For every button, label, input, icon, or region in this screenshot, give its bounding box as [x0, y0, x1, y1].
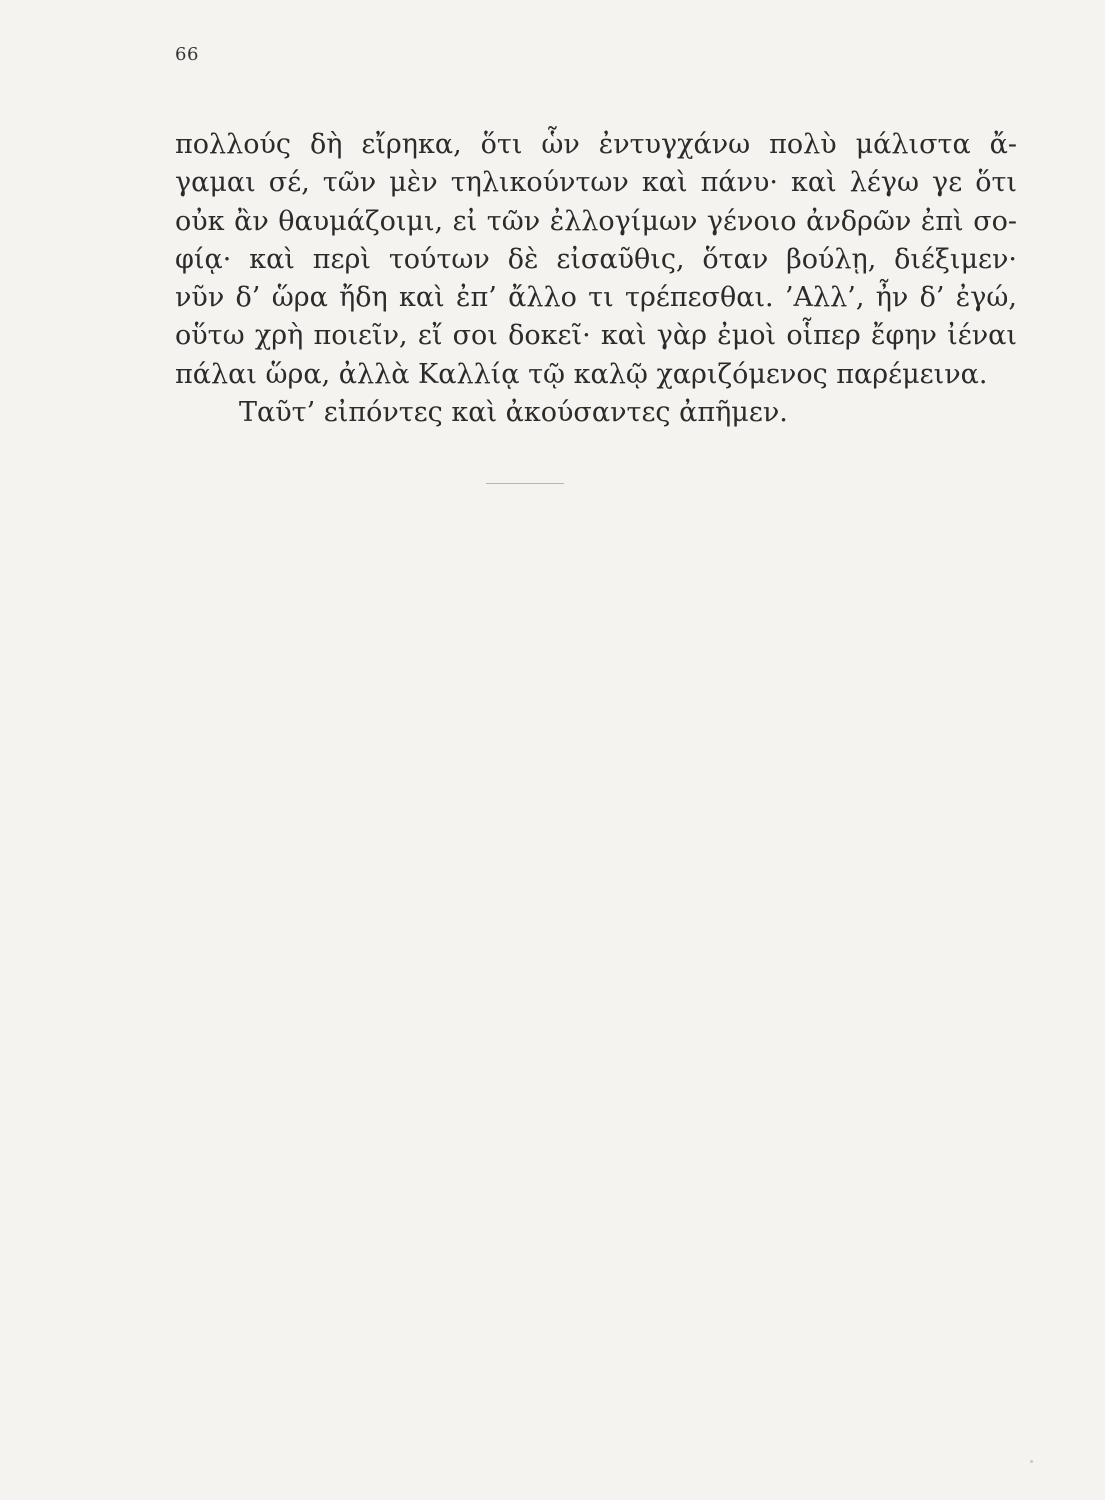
- greek-text-block: [175, 126, 1017, 432]
- paper-speck: [1030, 1460, 1033, 1463]
- text-line-1: πολλούς δὴ εἴρηκα, ὅτι ὧν ἐντυγχάνω πολὺ μάλιστα ἄ-: [175, 129, 1017, 160]
- text-line-2: γαμαι σέ, τῶν μὲν τηλικούντων καὶ πάνυ· καὶ λέγω γε ὅτι: [175, 167, 1017, 199]
- text-line-4: φίᾳ· καὶ περὶ τούτων δὲ εἰσαῦθις, ὅταν βούλῃ, διέξιμεν·: [175, 243, 1017, 275]
- page-number: 66: [175, 44, 199, 65]
- section-end-rule: [486, 483, 564, 484]
- text-line-8: Ταῦτ’ εἰπόντες καὶ ἀκούσαντες ἀπῆμεν.: [239, 397, 788, 429]
- text-line-6: οὕτω χρὴ ποιεῖν, εἴ σοι δοκεῖ· καὶ γὰρ ἐμοὶ οἷπερ ἔφην ἰέναι: [175, 320, 1017, 352]
- text-line-5: νῦν δ’ ὥρα ἤδη καὶ ἐπ’ ἄλλο τι τρέπεσθαι. ’Αλλ’, ἦν δ’ ἐγώ,: [175, 282, 1017, 314]
- text-line-3: οὐκ ἂν θαυμάζοιμι, εἰ τῶν ἐλλογίμων γένοιο ἀνδρῶν ἐπὶ σο-: [175, 205, 1017, 237]
- text-line-7: πάλαι ὥρα, ἀλλὰ Καλλίᾳ τῷ καλῷ χαριζόμενος παρέμεινα.: [175, 358, 988, 390]
